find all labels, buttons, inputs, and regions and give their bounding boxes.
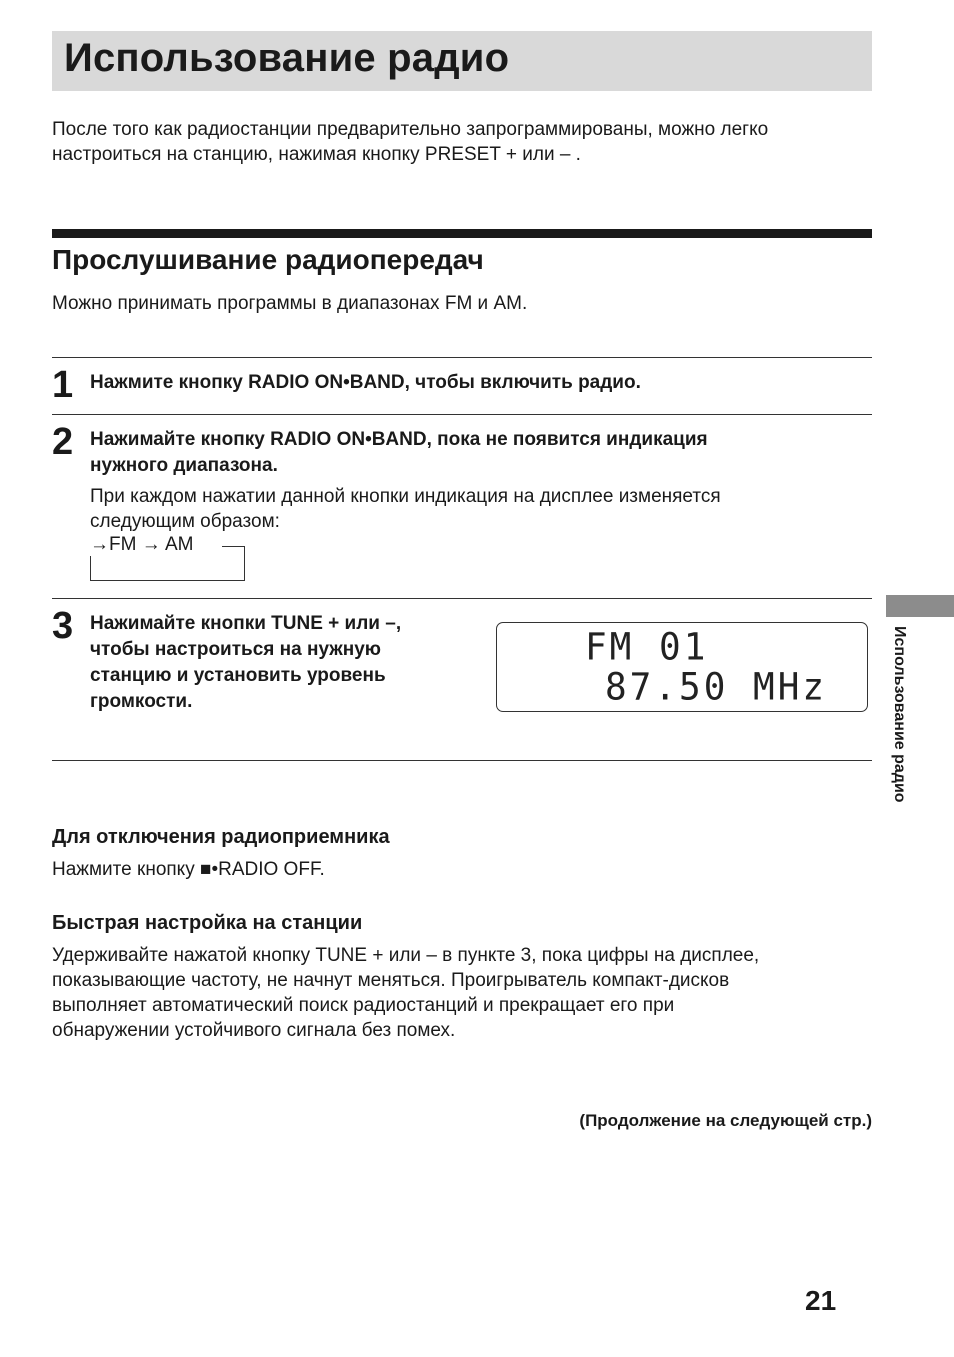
cycle-diagram-line (222, 546, 245, 547)
lcd-display (496, 622, 868, 712)
step-number: 3 (52, 605, 74, 647)
intro-paragraph (52, 117, 882, 167)
step-1-instruction: Нажмите кнопку RADIO ON•BAND, чтобы включить радио. (90, 372, 641, 393)
continue-note: (Продолжение на следующей стр.) (579, 1111, 872, 1130)
step-3-instruction (90, 611, 401, 715)
page-number: 21 (805, 1285, 837, 1316)
quick-tune-paragraph (52, 943, 872, 1043)
step-3-line: чтобы настроиться на нужную (90, 639, 381, 660)
step-3-line: громкости. (90, 691, 193, 712)
section-rule (52, 229, 872, 238)
section-subtitle: Можно принимать программы в диапазонах FM и AM. (52, 293, 528, 314)
quick-tune-heading: Быстрая настройка на станции (52, 912, 363, 934)
side-tab-label: Использование радио (891, 626, 908, 803)
step-2-desc-line: При каждом нажатии данной кнопки индикация на дисплее изменяется (90, 486, 721, 507)
step-divider (52, 598, 872, 599)
intro-line: После того как радиостанции предварительно запрограммированы, можно легко (52, 119, 769, 140)
step-3-line: станцию и установить уровень (90, 665, 386, 686)
step-divider (52, 357, 872, 358)
step-3-line: Нажимайте кнопки TUNE + или –, (90, 613, 402, 634)
lcd-frequency: 87.50 MHz (605, 665, 828, 710)
step-2-line: Нажимайте кнопку RADIO ON•BAND, пока не появится индикация (90, 429, 708, 450)
step-2-desc-line: следующим образом: (90, 511, 280, 532)
steps-end-divider (52, 760, 872, 761)
quick-tune-line: показывающие частоту, не начнут меняться. Проигрыватель компакт-дисков (52, 970, 730, 991)
quick-tune-line: обнаружении устойчивого сигнала без помех. (52, 1020, 456, 1041)
quick-tune-line: выполняет автоматический поиск радиостанций и прекращает его при (52, 995, 675, 1016)
off-text: Нажмите кнопку ■•RADIO OFF. (52, 859, 325, 880)
quick-tune-line: Удерживайте нажатой кнопку TUNE + или – в пункте 3, пока цифры на дисплее, (52, 945, 760, 966)
cycle-diagram-line (90, 580, 245, 581)
step-2-description (90, 484, 721, 534)
intro-line: настроиться на станцию, нажимая кнопку PRESET + или – . (52, 144, 581, 165)
step-2-line: нужного диапазона. (90, 455, 278, 476)
off-heading: Для отключения радиоприемника (52, 826, 390, 848)
step-number: 1 (52, 364, 74, 406)
section-heading: Прослушивание радиопередач (52, 244, 484, 275)
band-cycle-diagram: →FM → AM (90, 534, 194, 555)
side-tab-marker (886, 595, 954, 617)
page-title: Использование радио (64, 36, 510, 80)
step-divider (52, 414, 872, 415)
cycle-diagram-line (244, 546, 245, 581)
lcd-band-preset: FM 01 (585, 625, 709, 670)
step-number: 2 (52, 421, 74, 463)
step-2-instruction (90, 427, 708, 479)
